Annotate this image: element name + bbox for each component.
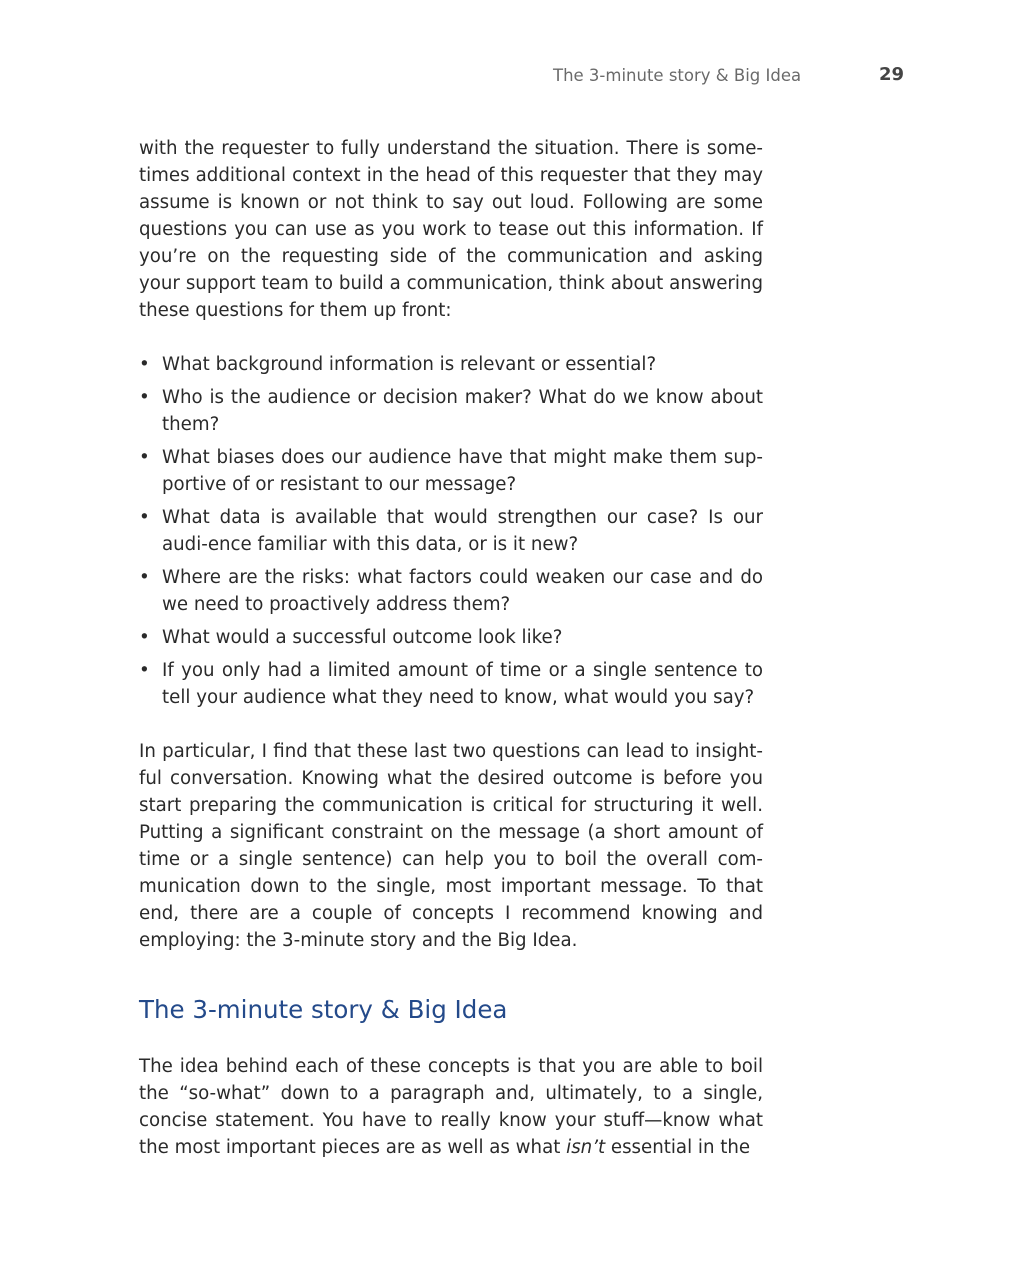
- question-text: What background information is relevant or essential?: [162, 354, 657, 375]
- question-item: [139, 444, 763, 498]
- paragraph-concepts-start: The idea behind each of these concepts is that you are able to boil the “so-what” down to a paragraph and, ultimately, to a single, concise statement. You have to really know your stuff—know what the most important pieces are as well as what: [139, 1056, 763, 1158]
- paragraph-insight: In particular, I find that these last two questions can lead to insight-ful conversation. Knowing what the desired outcome is before you start preparing the communication is critical for structuring it well. Putting a significant constraint on the message (a short amount of time or a single sentence) can help you to boil the overall com-munication down to the single, most important message. To that end, there are a couple of concepts I recommend knowing and employing: the 3-minute story and the Big Idea.: [139, 741, 763, 951]
- question-text: What biases does our audience have that might make them sup-portive of or resistant to our message?: [162, 447, 763, 495]
- question-text: Where are the risks: what factors could weaken our case and do we need to proactively address them?: [162, 567, 763, 615]
- question-item: [139, 657, 763, 711]
- bullet-icon: •: [139, 627, 150, 648]
- bullet-icon: •: [139, 507, 150, 528]
- bullet-icon: •: [139, 567, 150, 588]
- running-head-title: The 3-minute story & Big Idea: [553, 66, 802, 85]
- question-text: What would a successful outcome look like?: [162, 627, 563, 648]
- question-list: [139, 351, 763, 711]
- bullet-icon: •: [139, 660, 150, 681]
- bullet-icon: •: [139, 447, 150, 468]
- question-item: [139, 351, 763, 378]
- paragraph-intro: with the requester to fully understand the situation. There is some-times additional context in the head of this requester that they may assume is known or not think to say out loud. Following are some questions you can use as you work to tease out this information. If you’re on the requesting side of the communication and asking your support team to build a communication, think about answering these questions for them up front:: [139, 138, 763, 321]
- question-item: [139, 564, 763, 618]
- emphasis-text: isn’t: [566, 1137, 606, 1158]
- bullet-icon: •: [139, 354, 150, 375]
- paragraph-concepts-end: essential in the: [605, 1137, 751, 1158]
- question-text: What data is available that would strengthen our case? Is our audi-ence familiar with this data, or is it new?: [162, 507, 763, 555]
- question-item: [139, 624, 763, 651]
- question-text: If you only had a limited amount of time or a single sentence to tell your audience what they need to know, what would you say?: [162, 660, 763, 708]
- page-number: 29: [879, 64, 905, 85]
- question-item: [139, 384, 763, 438]
- question-item: [139, 504, 763, 558]
- bullet-icon: •: [139, 387, 150, 408]
- section-heading: The 3-minute story & Big Idea: [139, 995, 508, 1024]
- question-text: Who is the audience or decision maker? What do we know about them?: [162, 387, 763, 435]
- page-body: [139, 135, 763, 1161]
- paragraph-concepts: [139, 1053, 763, 1161]
